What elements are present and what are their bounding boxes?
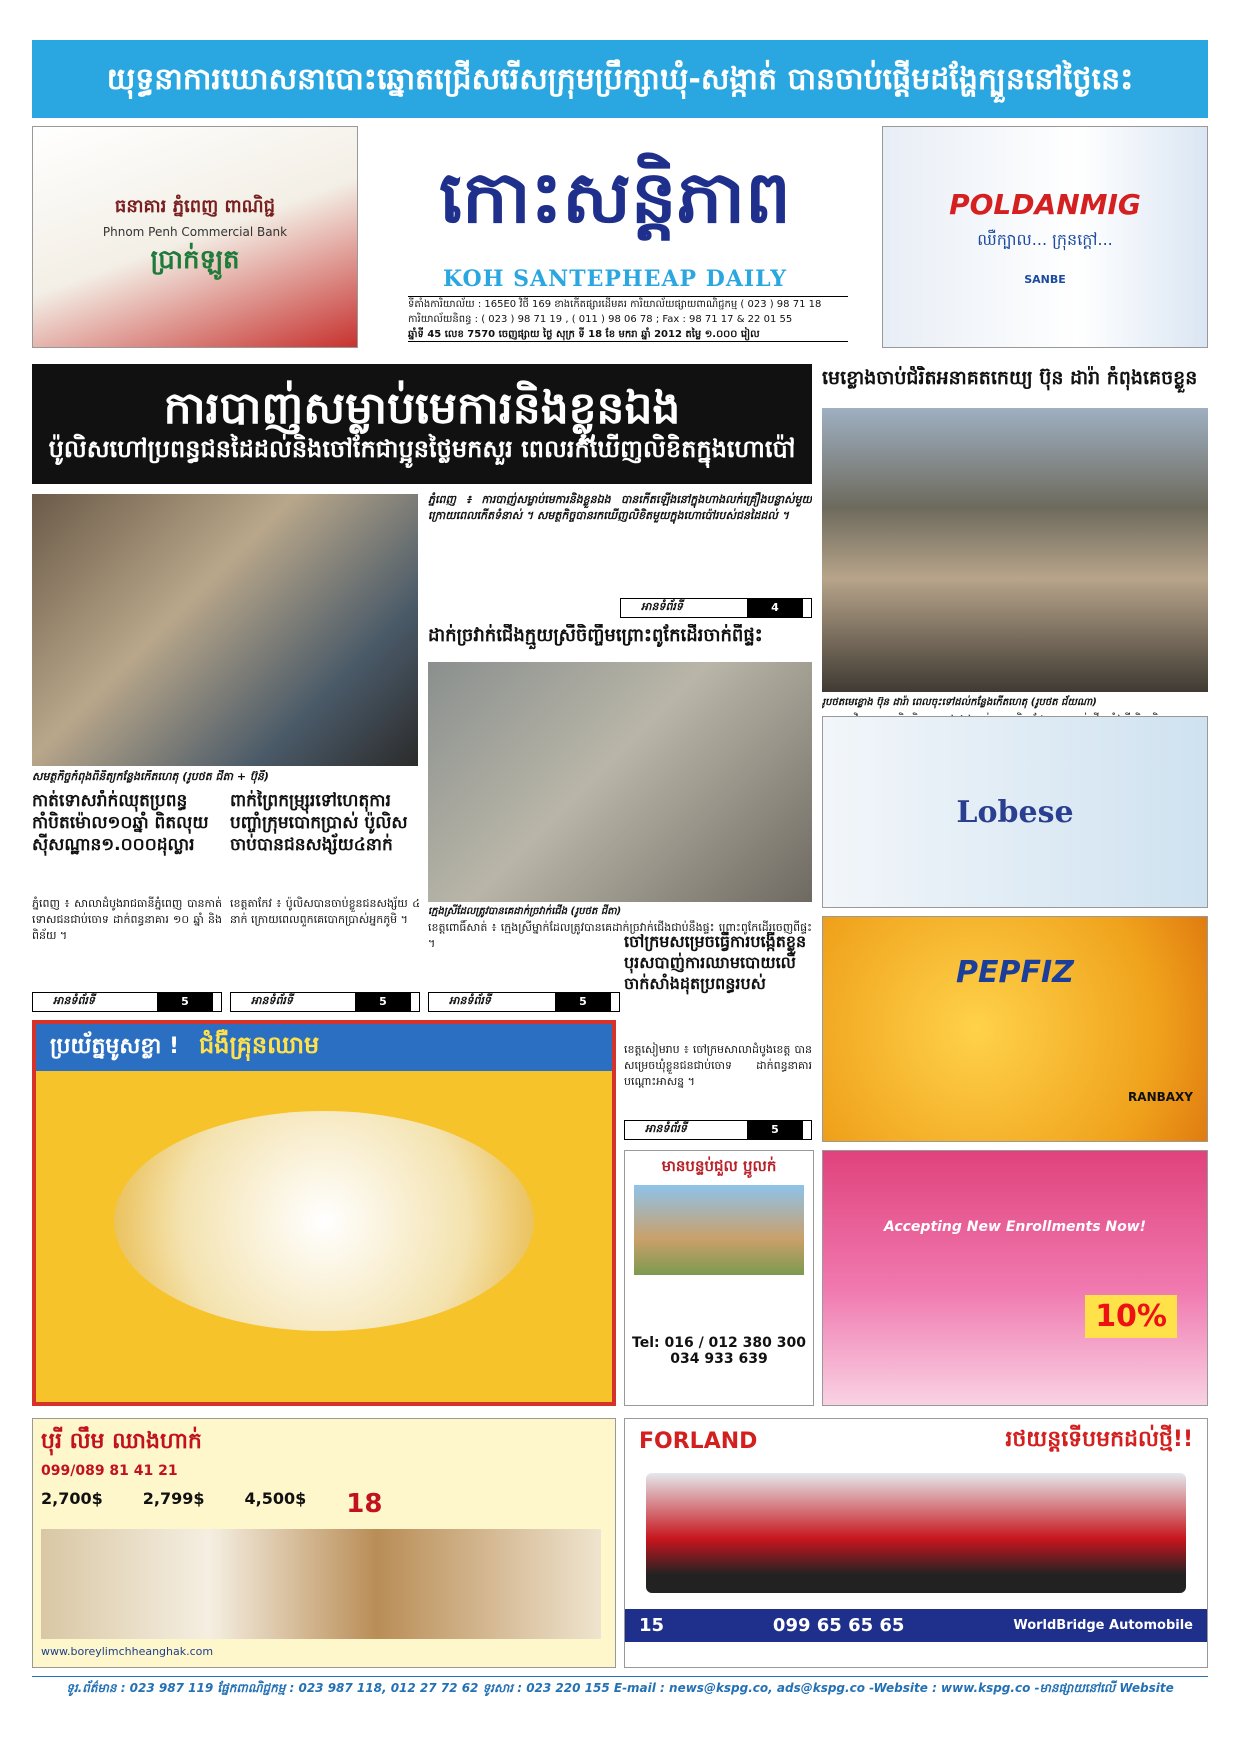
main-story-body: ភ្នំពេញ ៖ ការបាញ់សម្លាប់មេការនិងខ្លួនឯង បានកើតឡើងនៅក្នុងហាងលក់គ្រឿងបន្លាស់មួយ ក្រោយពេលកើតទំនាស់ ។ សមត្ថកិច្ចបានរកឃើញលិខិតមួយក្នុងហោប៉ៅរបស់ជនដៃដល់ ។ [428, 493, 812, 522]
dengue-ad-subtitle: ជំងឺគ្រុនឈាម [198, 1031, 320, 1059]
main-story-photo [32, 494, 418, 766]
main-story-continued-box [620, 598, 812, 618]
story-c-continued-label: អានទំព័រទី [645, 1122, 687, 1135]
pepfiz-sub: RANBAXY [1128, 1089, 1193, 1104]
girl-story-photo [428, 662, 812, 902]
masthead-title: កោះសន្តិភាព [439, 153, 791, 239]
girl-story-page: 5 [555, 993, 611, 1011]
story-a-continued-box [32, 992, 222, 1012]
mosquito-cycle-graphic [114, 1111, 534, 1331]
poldanmig-sub: SANBE [1024, 273, 1066, 286]
right-story-caption: រូបថតមេខ្លោង ប៊ុន ដារ៉ា ពេលចុះទៅដល់កន្លែងកើតហេតុ (រូបថត ជ័យណា) [822, 697, 1097, 708]
school-ad-badge: 10% [1085, 1295, 1177, 1338]
land-ad-phone2: 034 933 639 [670, 1351, 768, 1367]
main-story-caption: សមត្ថកិច្ចកំពុងពិនិត្យកន្លែងកើតហេតុ (រូបថត ជីតា + ប៊ុនី) [32, 770, 269, 783]
story-b-body: ខេត្តតាកែវ ៖ ប៉ូលិសបានចាប់ខ្លួនជនសង្ស័យ ៤ នាក់ ក្រោយពេលពួកគេបោកប្រាស់អ្នកភូមិ ។ [230, 897, 420, 926]
borey-months: 18 [346, 1489, 383, 1519]
bank-ad-name-en: Phnom Penh Commercial Bank [102, 224, 288, 239]
story-c-continued-box [624, 1120, 812, 1140]
pepfiz-brand: PEPFIZ [956, 954, 1074, 990]
main-subhead: ប៉ូលិសហៅប្រពន្ធជនដៃដល់និងចៅកែជាប្អូនថ្លៃមកសួរ ពេលរកឃើញលិខិតក្នុងហោប៉ៅ [48, 434, 796, 463]
story-a-body: ភ្នំពេញ ៖ សាលាដំបូងរាជធានីភ្នំពេញ បានកាត់ទោសជនជាប់ចោទ ដាក់ពន្ធនាគារ ១០ ឆ្នាំ និងពិន័យ ។ [32, 897, 222, 942]
pepfiz-ad [822, 916, 1208, 1142]
girl-story-caption: ក្មេងស្រីដែលត្រូវបានគេដាក់ច្រវាក់ជើង (រូបថត ជីតា) [428, 906, 622, 917]
borey-ad-phone: 099/089 81 41 21 [41, 1463, 178, 1479]
story-b-headline: ពាក់ព្រៃកម្រ្សុរទៅហេតុការបញ្ចាំក្រុមបោកប្រាស់ ប៉ូលិសចាប់បានជនសង្ស័យ៤នាក់ [230, 791, 408, 856]
story-c-headline: ចៅក្រមសម្រេចធ្វើការបង្កើតខ្លួនបុរសបាញ់ការឈាមបោយលើចាក់សាំងដុតប្រពន្ធរបស់ [624, 932, 807, 993]
girl-story-continued-label: អានទំព័រទី [449, 994, 491, 1007]
poldanmig-ad [882, 126, 1208, 348]
borey-ad-website: www.boreylimchheanghak.com [41, 1645, 214, 1658]
main-story-page: 4 [747, 599, 803, 617]
land-ad-title: មានបន្ទប់ជួល ប្អូលក់ [661, 1157, 777, 1175]
poldanmig-brand: POLDANMIG [949, 188, 1141, 221]
school-ad [822, 1150, 1208, 1406]
forland-brand: FORLAND [639, 1428, 758, 1454]
forland-ad [624, 1418, 1208, 1668]
main-headline-box [32, 364, 812, 484]
girl-story-continued-box [428, 992, 620, 1012]
story-b-continued-label: អានទំព័រទី [251, 994, 293, 1007]
masthead-info-line1: ទីតាំងការិយាល័យ : 165E0 វិថី 169 ខាងកើតផ្សារដើមគរ ការិយាល័យផ្សាយពាណិជ្ជកម្ម ( 023 ) 98 71 18 [408, 299, 822, 310]
bank-ad-offer: ប្រាក់ឡូត [150, 244, 240, 275]
main-story-continued-label: អានទំព័រទី [641, 600, 683, 613]
borey-ad-name: បុរី លឹម ឈាងហាក់ [41, 1429, 202, 1454]
right-story-photo [822, 408, 1208, 692]
borey-price-1: 2,700$ [41, 1489, 103, 1508]
land-ad-phone1: Tel: 016 / 012 380 300 [632, 1335, 806, 1351]
forland-slogan: រថយន្តទើបមកដល់ថ្មី!! [1005, 1427, 1193, 1452]
bank-ad-name-kh: ធនាគារ ភ្នំពេញ ពាណិជ្ជ [114, 195, 276, 217]
masthead-info-line2: ការិយាល័យនិពន្ធ : ( 023 ) 98 71 19 , ( 011 ) 98 06 78 ; Fax : 98 71 17 & 22 01 55 [408, 314, 793, 325]
masthead-info [408, 296, 848, 342]
masthead-info-line3: ឆ្នាំទី 45 លេខ 7570 ចេញផ្សាយ ថ្ងៃ សុក្រ ទី 18 ខែ មករា ឆ្នាំ 2012 តម្លៃ ១.០០០ រៀល [408, 329, 760, 340]
school-ad-text: Accepting New Enrollments Now! [883, 1218, 1147, 1235]
land-ad-photo [634, 1185, 804, 1275]
story-a-page: 5 [157, 993, 213, 1011]
story-a-continued-label: អានទំព័រទី [53, 994, 95, 1007]
top-banner [32, 40, 1208, 118]
footer-contacts: ទូរ.ព័ត៌មាន : 023 987 119 ផ្នែកពាណិជ្ជកម្ម : 023 987 118, 012 27 72 62 ទូរសារ : 023 220 155 E-mail : news@kspg.co, ads@kspg.co -Website : www.kspg.co -មានផ្សាយនៅលើ Website [32, 1676, 1208, 1698]
borey-price-2: 2,799$ [142, 1489, 205, 1508]
borey-house-photos [41, 1529, 601, 1639]
forland-trucks-graphic [646, 1473, 1186, 1593]
lobese-brand: Lobese [956, 794, 1074, 830]
right-story-headline: មេខ្លោងចាប់ជំរិតអនាគតកេយ្យ ប៊ុន ដារ៉ា កំពុងគេចខ្លួន [822, 367, 1198, 389]
story-a-headline: កាត់ទោសរាំក់ឈុតប្រពន្ធកាំបិតម៉ោល១០ឆ្នាំ ពិតលុយស៊ីសណ្ឋាន១.០០០ដុល្លារ [32, 791, 209, 856]
story-b-page: 5 [355, 993, 411, 1011]
girl-story-body: ខេត្តពោធិ៍សាត់ ៖ ក្មេងស្រីម្នាក់ដែលត្រូវបានគេដាក់ច្រវាក់ជើងជាប់នឹងផ្ទះ ព្រោះពូកែដើរចេញពីផ្ទះ ។ [428, 921, 812, 950]
girl-story-headline: ដាក់ច្រវាក់ជើងក្មួយស្រីចិញ្ចឹមព្រោះពូកែដើរចាក់ពីផ្ទះ [428, 625, 763, 646]
masthead-subtitle: KOH SANTEPHEAP DAILY [443, 266, 787, 292]
forland-years: 15 [639, 1615, 665, 1636]
banner-headline: យុទ្ធនាការឃោសនាបោះឆ្នោតជ្រើសរើសក្រុមប្រឹក្សាឃុំ-សង្កាត់ បានចាប់ផ្ដើមដង្ហែក្បួននៅថ្ងៃនេះ [106, 61, 1134, 97]
lobese-ad [822, 716, 1208, 908]
poldanmig-text: ឈឺក្បាល... ក្រុនក្តៅ... [977, 230, 1113, 249]
dengue-ad-title: ប្រយ័ត្នមូសខ្លា ! [50, 1033, 179, 1059]
story-c-body: ខេត្តសៀមរាប ៖ ចៅក្រមសាលាដំបូងខេត្ត បានសម្រេចឃុំខ្លួនជនជាប់ចោទ ដាក់ពន្ធនាគារបណ្ដោះអាសន្ន ។ [624, 1043, 812, 1088]
forland-phone: 099 65 65 65 [772, 1615, 905, 1636]
bank-ad [32, 126, 358, 348]
borey-ad [32, 1418, 616, 1668]
land-rent-ad [624, 1150, 814, 1406]
borey-price-3: 4,500$ [244, 1489, 307, 1508]
main-headline: ការបាញ់សម្លាប់មេការនិងខ្លួនឯង [163, 383, 681, 435]
forland-dealer: WorldBridge Automobile [1013, 1618, 1193, 1633]
dengue-ad [32, 1020, 616, 1406]
story-b-continued-box [230, 992, 420, 1012]
story-c-page: 5 [747, 1121, 803, 1139]
